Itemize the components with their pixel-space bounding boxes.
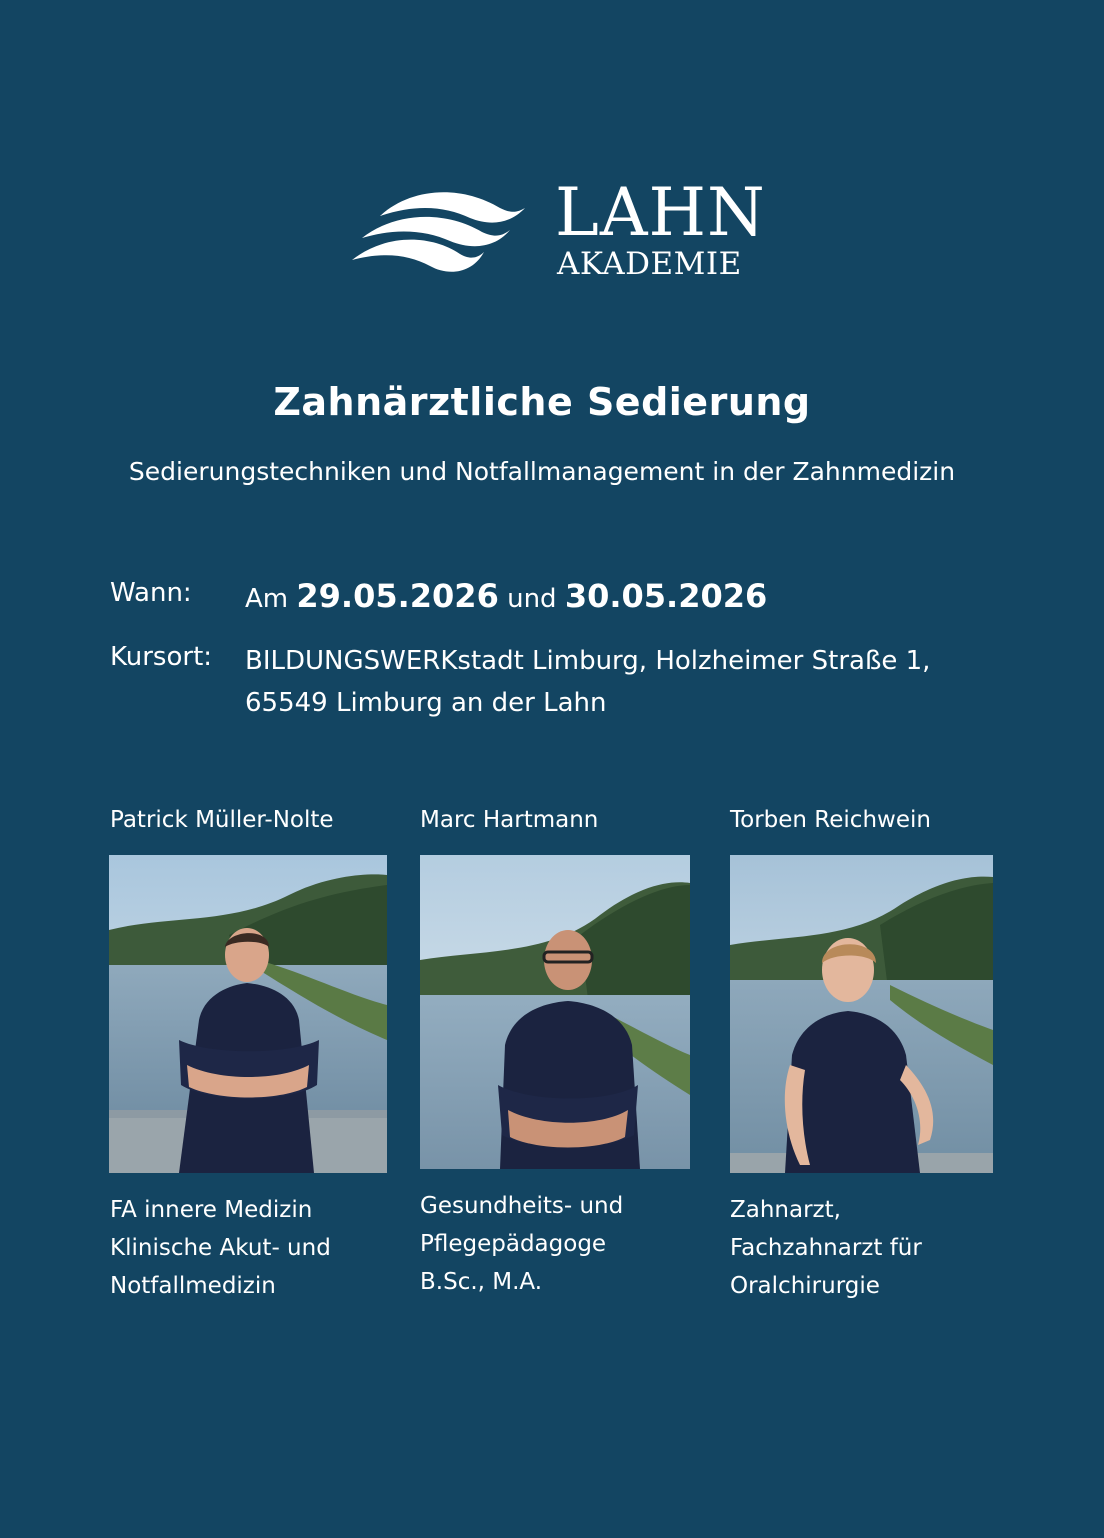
place-value — [245, 640, 930, 724]
date-end: 30.05.2026 — [564, 577, 768, 615]
role-line: Klinische Akut- und — [110, 1235, 331, 1261]
when-value — [245, 575, 767, 620]
role-line: Oralchirurgie — [730, 1273, 880, 1299]
when-connector: und — [507, 584, 557, 614]
when-label: Wann: — [110, 578, 192, 608]
speaker-photo-1 — [109, 855, 387, 1173]
speaker-name-1: Patrick Müller-Nolte — [110, 807, 334, 833]
speaker-photo-2 — [420, 855, 690, 1169]
speaker-name-3: Torben Reichwein — [730, 807, 931, 833]
speaker-role-2 — [420, 1187, 623, 1301]
logo-subline: AKADEMIE — [557, 246, 742, 282]
role-line: FA innere Medizin — [110, 1197, 313, 1223]
logo-wordmark: LAHN — [555, 174, 766, 251]
course-title: Zahnärztliche Sedierung — [273, 380, 811, 424]
speaker-photo-3 — [730, 855, 993, 1173]
role-line: Pflegepädagoge — [420, 1231, 607, 1257]
speaker-name-2: Marc Hartmann — [420, 807, 599, 833]
lahn-akademie-logo — [350, 174, 766, 286]
role-line: Zahnarzt, — [730, 1197, 841, 1223]
place-line1: BILDUNGSWERKstadt Limburg, Holzheimer Straße 1, — [245, 646, 931, 676]
role-line: B.Sc., M.A. — [420, 1269, 543, 1295]
when-prefix: Am — [245, 584, 289, 614]
place-line2: 65549 Limburg an der Lahn — [245, 688, 607, 718]
speaker-role-3 — [730, 1191, 922, 1305]
date-start: 29.05.2026 — [296, 577, 499, 615]
role-line: Fachzahnarzt für — [730, 1235, 922, 1261]
role-line: Notfallmedizin — [110, 1273, 276, 1299]
speaker-role-1 — [110, 1191, 331, 1305]
course-subtitle: Sedierungstechniken und Notfallmanagement in der Zahnmedizin — [128, 457, 956, 486]
role-line: Gesundheits- und — [420, 1193, 624, 1219]
wave-logo-icon — [350, 186, 530, 286]
place-label: Kursort: — [110, 642, 213, 672]
